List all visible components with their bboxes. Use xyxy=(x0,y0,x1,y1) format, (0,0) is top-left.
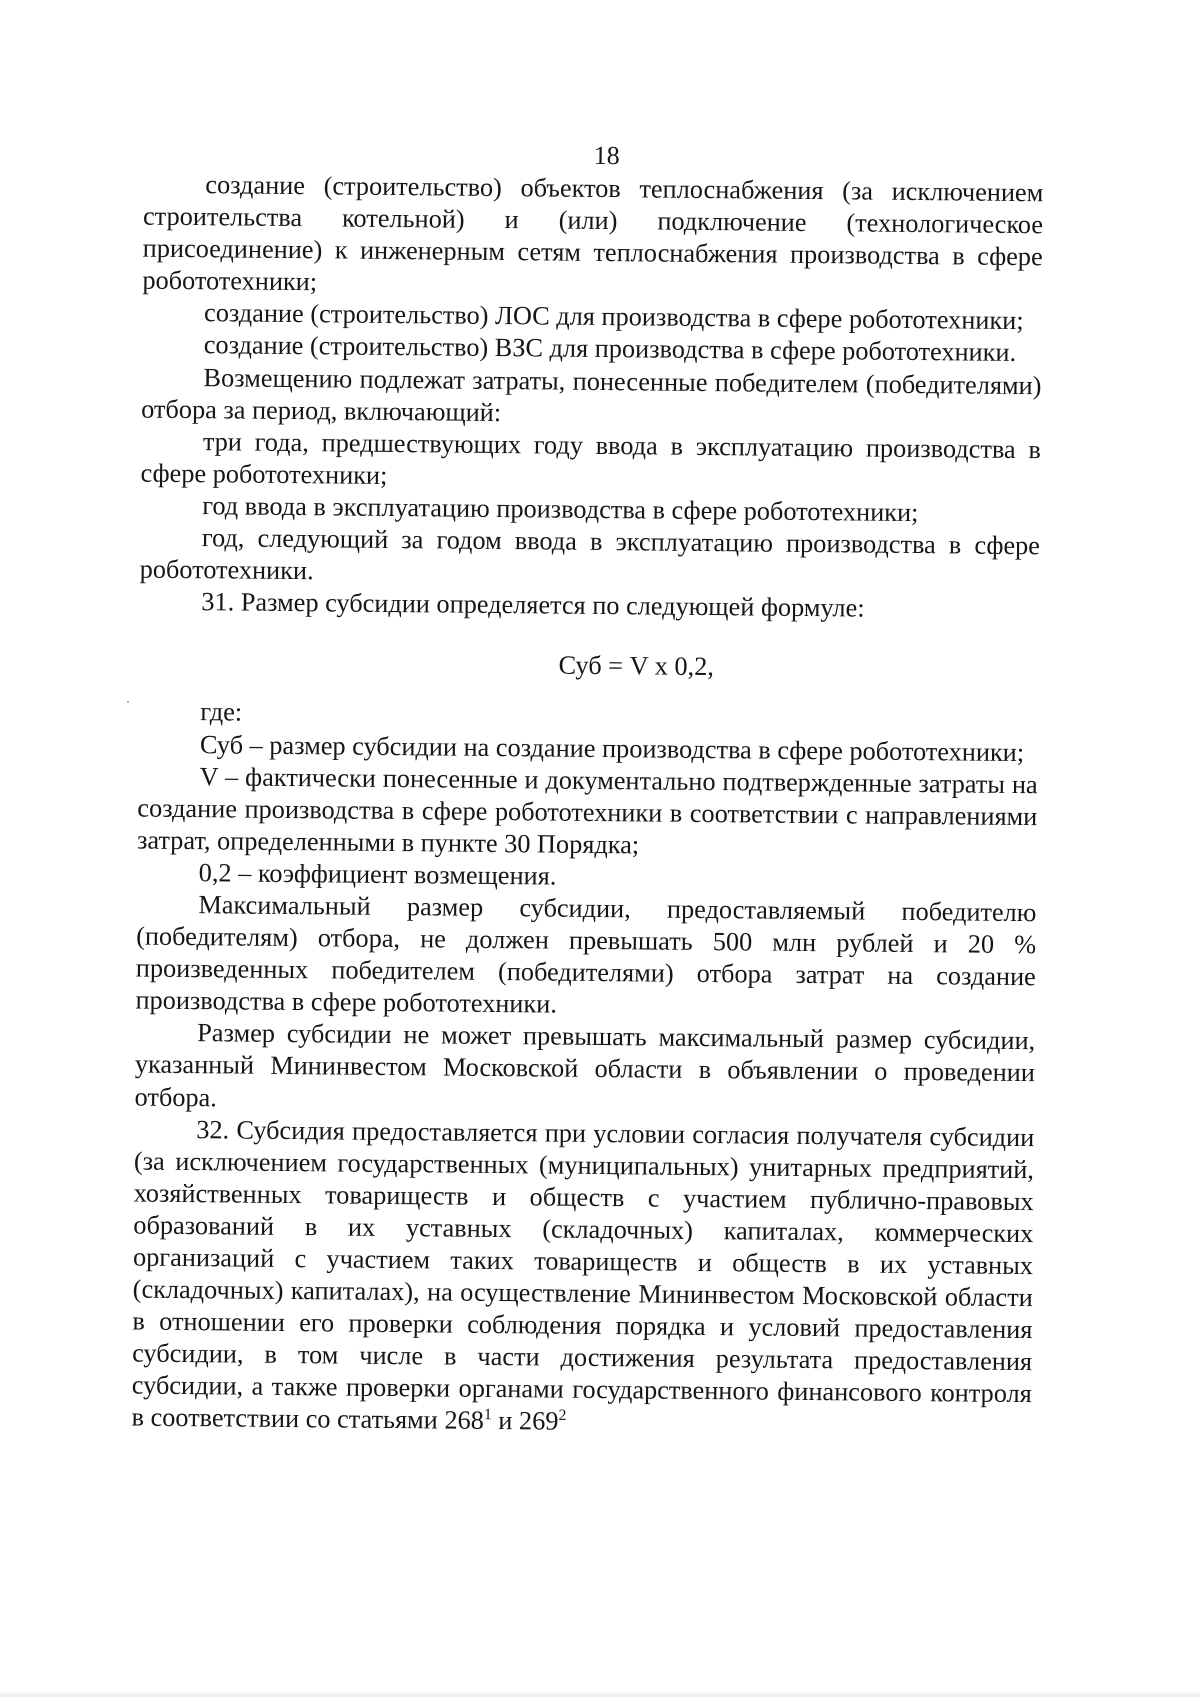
paragraph: Суб – размер субсидии на создание производства в сфере робототехники; xyxy=(199,729,1025,767)
formula: Суб = V x 0,2, xyxy=(558,650,715,682)
paragraph: Размер субсидии не может превышать максимальный размер субсидии, указанный Мининвестом Московской области в объявлении о проведении отбора. xyxy=(134,1018,1036,1112)
paragraph: Максимальный размер субсидии, предоставляемый победителю (победителям) отбора, не должен превышать 500 млн рублей и 20 % произведенных победителем (победителями) отбора затрат на создание производства в сфере робототехники. xyxy=(135,890,1037,1019)
paragraph: создание (строительство) объектов теплоснабжения (за исключением строительства котельной) и (или) подключение (технологическое присоединение) к инженерным сетям теплоснабжения производства в сфере робототехники; xyxy=(142,170,1044,297)
paragraph: 0,2 – коэффициент возмещения. xyxy=(198,858,557,891)
paragraph: Возмещению подлежат затраты, понесенные победителем (победителями) отбора за период, включающий: xyxy=(141,362,1042,427)
paragraph: год ввода в эксплуатацию производства в сфере робототехники; xyxy=(202,491,919,527)
paragraph: создание (строительство) ЛОС для производства в сфере робототехники; xyxy=(203,298,1024,336)
article-reference: 268 xyxy=(444,1406,485,1436)
document-body xyxy=(131,169,1043,1443)
paragraph-32-text: 32. Субсидия предоставляется при условии согласия получателя субсидии (за исключением государственных (муниципальных) унитарных предприятий, хозяйственных товариществ и обществ с участием публично-правовых образований в их уставных (складочных) капиталах, коммерческих организаций с участием таких товариществ и обществ в их уставных (складочных) капиталах), на осуществление Мининвестом Московской области в отношении его проверки соблюдения порядка и условий предоставления субсидии, в том числе в части достижения результата предоставления субсидии, а также проверки органами государственного финансового контроля в соответствии со статьями xyxy=(131,1114,1035,1436)
article-superscript: 2 xyxy=(558,1407,567,1425)
paragraph: три года, предшествующих году ввода в эксплуатацию производства в сфере робототехники; xyxy=(140,426,1042,490)
paragraph: создание (строительство) ВЗС для производства в сфере робототехники. xyxy=(203,330,1017,368)
paragraph: год, следующий за годом ввода в эксплуатацию производства в сфере робототехники. xyxy=(139,523,1041,586)
conjunction: и xyxy=(491,1406,520,1436)
paragraph: 31. Размер субсидии определяется по следующей формуле: xyxy=(201,587,865,623)
article-superscript: 1 xyxy=(483,1406,492,1424)
paragraph: где: xyxy=(200,697,243,727)
scan-bottom-edge xyxy=(0,1691,1200,1697)
scan-speck xyxy=(127,701,129,703)
article-reference: 269 xyxy=(518,1406,559,1437)
paragraph: V – фактически понесенные и документально подтвержденные затраты на создание производства в сфере робототехники в соответствии с направлениями затрат, определенными в пункте 30 Порядка; xyxy=(136,761,1038,860)
page-number: 18 xyxy=(593,140,620,171)
paragraph-32 xyxy=(131,1113,1034,1443)
